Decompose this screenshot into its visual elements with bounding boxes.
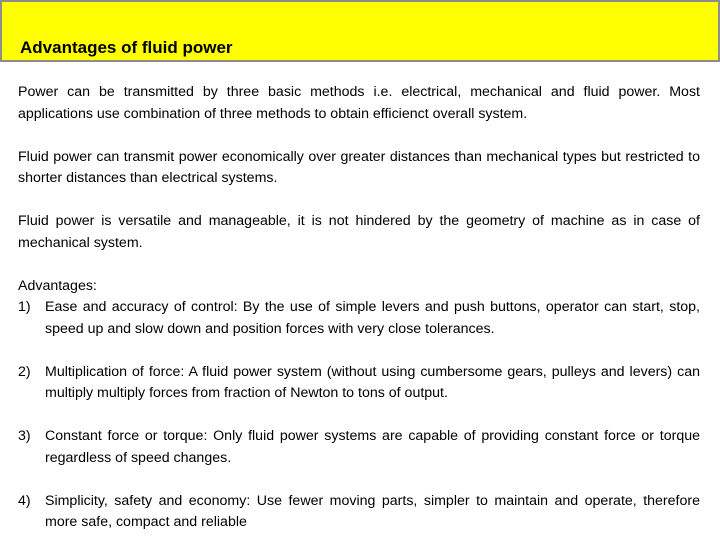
slide-title: Advantages of fluid power	[20, 38, 233, 57]
slide-body	[18, 82, 700, 555]
advantage-number: 2)	[18, 363, 31, 380]
advantage-number: 1)	[18, 299, 31, 315]
advantage-item-simplicity	[18, 491, 700, 534]
advantage-number: 3)	[18, 428, 31, 444]
versatility-paragraph: Fluid power is versatile and manageable, it is not hindered by the geometry of machine as in case of mechanical system.	[18, 213, 700, 251]
advantage-number: 4)	[18, 492, 31, 509]
advantage-item-control	[18, 297, 700, 340]
advantage-text: Constant force or torque: Only fluid power systems are capable of providing constant force or torque regardless of speed changes.	[45, 428, 700, 466]
advantage-item-torque	[18, 426, 700, 469]
distance-paragraph: Fluid power can transmit power economically over greater distances than mechanical types but restricted to shorter distances than electrical systems.	[18, 148, 700, 186]
intro-paragraph: Power can be transmitted by three basic methods i.e. electrical, mechanical and fluid power. Most applications use combination of three methods to obtain efficienct overall system.	[18, 84, 700, 122]
advantage-item-force	[18, 362, 700, 405]
advantages-heading: Advantages:	[18, 277, 97, 294]
title-banner	[0, 0, 720, 62]
advantage-text: Simplicity, safety and economy: Use fewer moving parts, simpler to maintain and operate, therefore more safe, compact and reliable	[45, 492, 700, 530]
advantage-text: Multiplication of force: A fluid power system (without using cumbersome gears, pulleys and levers) can multiply multiply forces from fraction of Newton to tons of output.	[45, 363, 700, 401]
advantage-text: Ease and accuracy of control: By the use of simple levers and push buttons, operator can start, stop, speed up and slow down and position forces with very close tolerances.	[45, 299, 700, 337]
